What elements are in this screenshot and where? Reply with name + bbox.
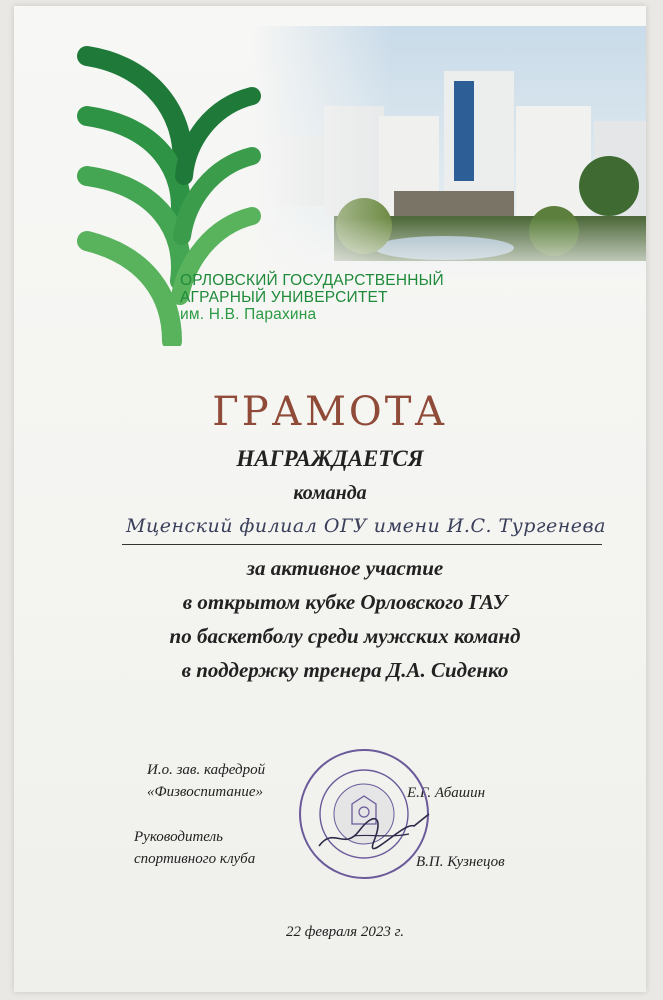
- team-name-underline: [122, 544, 602, 545]
- team-word: команда: [293, 482, 367, 504]
- signatory-2-title: [134, 826, 255, 870]
- university-name: [180, 272, 444, 323]
- signatory-2-name: В.П. Кузнецов: [416, 854, 505, 870]
- team-name-handwritten: Мценский филиал ОГУ имени И.С. Тургенева: [126, 515, 606, 537]
- signature-scribble: [314, 806, 434, 856]
- university-building-photo: [254, 26, 646, 282]
- signatory-1-title-line2: «Физвоспитание»: [147, 784, 264, 800]
- university-name-line3: им. Н.В. Парахина: [180, 306, 317, 323]
- signatory-1-title-line1: И.о. зав. кафедрой: [147, 762, 266, 778]
- university-name-line2: АГРАРНЫЙ УНИВЕРСИТЕТ: [180, 289, 388, 306]
- reason-line-1: за активное участие: [246, 556, 444, 580]
- award-reason: [14, 551, 663, 687]
- reason-line-3: по баскетболу среди мужских команд: [169, 624, 521, 648]
- awarded-heading: НАГРАЖДАЕТСЯ: [236, 446, 424, 471]
- signatory-2-title-line1: Руководитель: [134, 829, 223, 845]
- certificate-title: ГРАМОТА: [212, 389, 448, 435]
- signatory-1-name: Е.Г. Абашин: [407, 785, 486, 801]
- university-name-line1: ОРЛОВСКИЙ ГОСУДАРСТВЕННЫЙ: [180, 272, 444, 289]
- signatory-2-title-line2: спортивного клуба: [134, 851, 256, 867]
- signatory-1-title: [147, 759, 265, 803]
- reason-line-2: в открытом кубке Орловского ГАУ: [182, 590, 508, 614]
- reason-line-4: в поддержку тренера Д.А. Сиденко: [181, 658, 509, 682]
- certificate-sheet: [14, 6, 646, 992]
- issue-date: 22 февраля 2023 г.: [286, 924, 404, 940]
